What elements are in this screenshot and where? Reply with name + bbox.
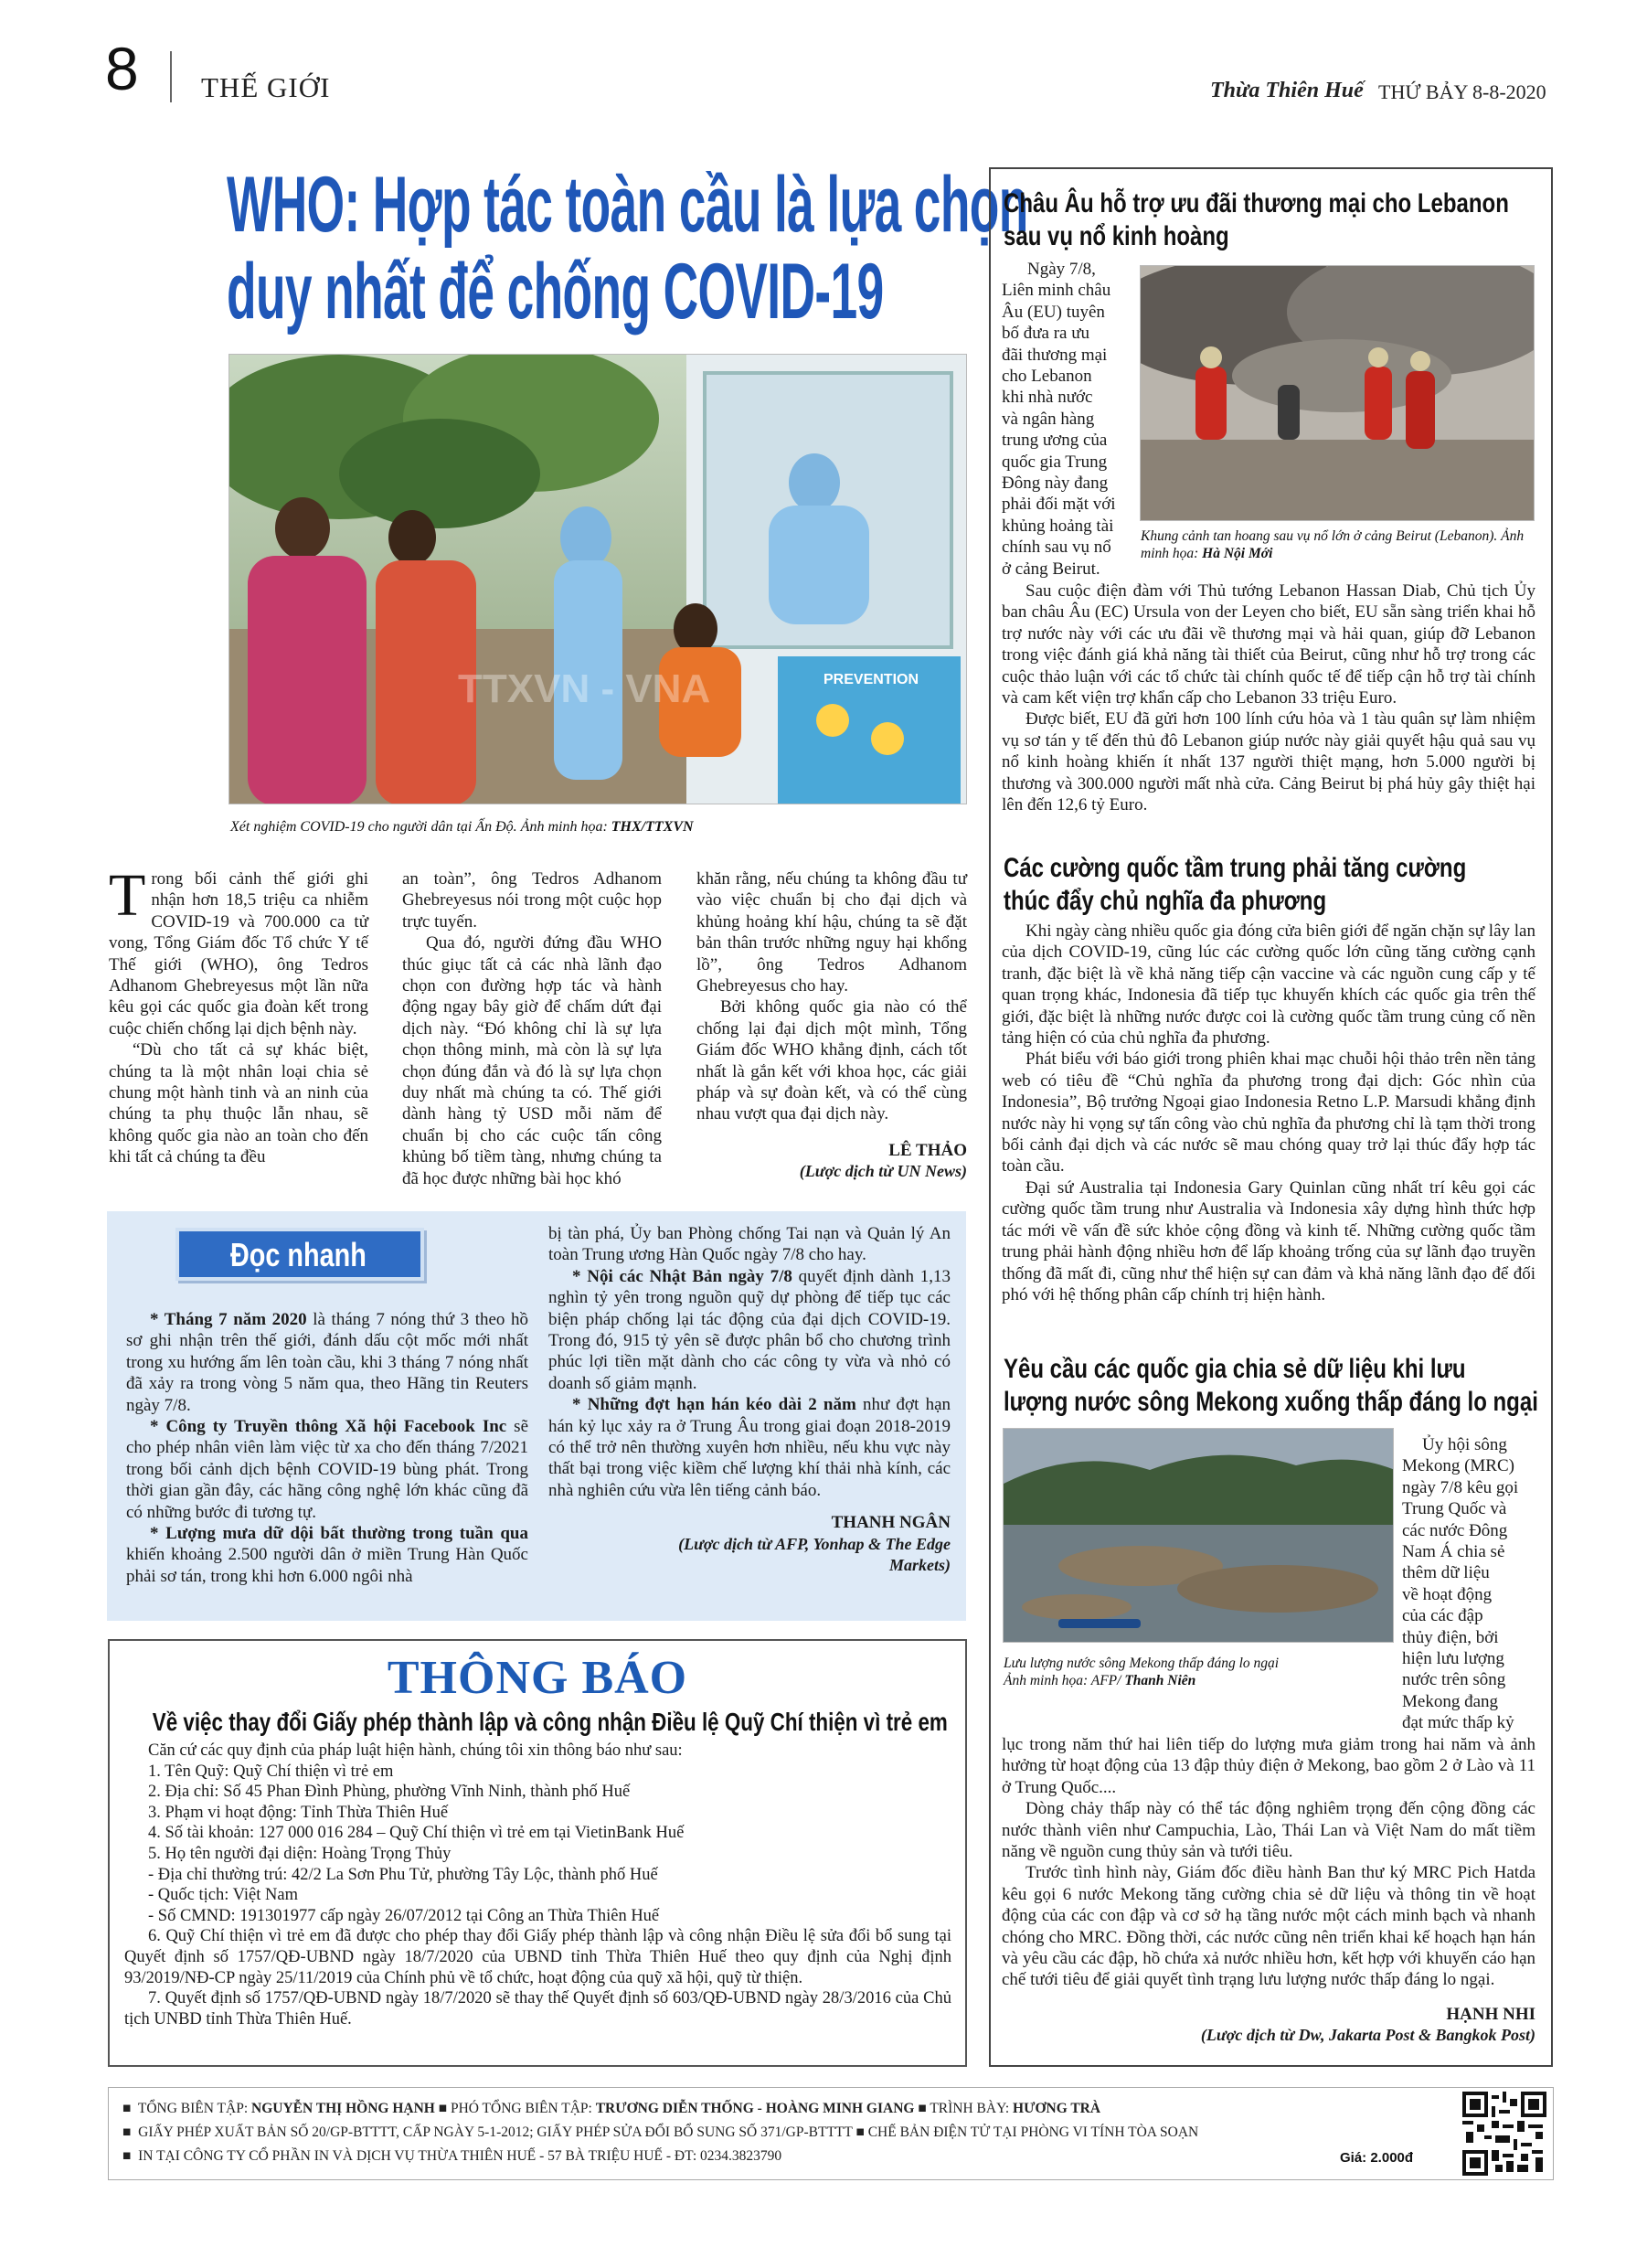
- mekong-photo-caption: Lưu lượng nước sông Mekong thấp đáng lo ngại Ảnh minh họa: AFP/ Thanh Niên: [1004, 1656, 1280, 1688]
- main-photo-illustration: [229, 355, 967, 804]
- qr-code-graphic: [1462, 2092, 1546, 2176]
- main-source: (Lược dịch từ UN News): [799, 1162, 967, 1181]
- main-body-col2: an toàn”, ông Tedros Adhanom Ghebreyesus nói trong một cuộc họp trực tuyến. Qua đó, người đứng đầu WHO thúc giục tất cả các nhà lãnh đạo chọn con đường hợp tác và hành động ngay bây giờ để chấm dứt đại dịch này. “Đó không chỉ là sự lựa chọn thông minh, mà còn là sự lựa chọn đúng đắn và đó là sự lựa chọn duy nhất mà chúng ta có. Thế giới dành hàng tỷ USD mỗi năm để chuẩn bị cho các cuộc tấn công khủng bố tiềm tàng, nhưng chúng ta đã học được những bài học khó: [402, 869, 662, 1188]
- bullet-square-icon: ■: [122, 2101, 132, 2116]
- middle-powers-title-l2: thúc đẩy chủ nghĩa đa phương: [1004, 886, 1327, 916]
- mekong-photo: [1003, 1428, 1394, 1643]
- eu-article-body: Sau cuộc điện đàm với Thủ tướng Lebanon Hassan Diab, Chủ tịch Ủy ban châu Âu (EC) Ursula von der Leyen cho biết, EU sẵn sàng triển khai hỗ trợ nước này với các ưu đãi về thương mại và hải quan, giúp đỡ Lebanon trong việc đánh giá khả năng tài thiết của Beirut, cũng như hỗ trợ trong các cuộc thảo luận với các tổ chức tài chính quốc tế để tiếp cận hỗ trợ tài chính và cam kết viện trợ khẩn cấp cho Lebanon 33 triệu Euro. Được biết, EU đã gửi hơn 100 lính cứu hỏa và 1 tàu quân sự làm nhiệm vụ sơ tán y tế đến thủ đô Lebanon giúp nước này giải quyết hậu quả sau vụ nổ kinh hoàng khiến ít nhất 137 người thiệt mạng, hơn 5.000 người bị thương và 300.000 người mất nhà cửa. Cảng Beirut bị phá hủy gây thiệt hại lên đến 12,6 tỷ Euro.: [1002, 581, 1535, 815]
- footer-line3: ■ IN TẠI CÔNG TY CỔ PHẦN IN VÀ DỊCH VỤ THỪA THIÊN HUẾ - 57 BÀ TRIỆU HUẾ - ĐT: 0234.3823790: [122, 2148, 782, 2164]
- middle-powers-title-l1: Các cường quốc tầm trung phải tăng cường: [1004, 853, 1467, 883]
- footer-line1: ■ TỔNG BIÊN TẬP: NGUYỄN THỊ HỒNG HẠNH ■ PHÓ TỔNG BIÊN TẬP: TRƯƠNG DIỄN THỐNG - HOÀNG MINH GIANG ■ TRÌNH BÀY: HƯƠNG TRÀ: [122, 2101, 1101, 2116]
- mekong-photo-illustration: [1004, 1429, 1394, 1643]
- photo-watermark: TTXVN - VNA: [458, 666, 711, 711]
- main-body-col3: khăn rằng, nếu chúng ta không đầu tư vào việc chuẩn bị cho đại dịch và khủng hoảng khí hậu, chúng ta sẽ đặt bản thân trước những nguy hại khổng lồ”, ông Tedros Adhanom Ghebreyesus cho hay. Bởi không quốc gia nào có thể chống lại đại dịch một mình, Tổng Giám đốc WHO khẳng định, cách tốt nhất là gắn kết với khoa học, các giải pháp và sự đoàn kết, và có thể cùng nhau vượt qua đại dịch này. LÊ THẢO (Lược dịch từ UN News): [696, 868, 967, 1183]
- mekong-title-l2: lượng nước sông Mekong xuống thấp đáng lo ngại: [1004, 1387, 1538, 1417]
- notice-subtitle-wrap: [108, 1708, 967, 1737]
- footer-credits: [122, 2097, 1448, 2168]
- bullet-square-icon: ■: [438, 2101, 448, 2116]
- notice-subtitle: Về việc thay đổi Giấy phép thành lập và công nhận Điều lệ Quỹ Chí thiện vì trẻ em: [152, 1708, 948, 1736]
- mekong-body: lục trong năm thứ hai liên tiếp do lượng mưa giảm trong hai năm và ảnh hưởng từ hoạt động của 13 đập thủy điện ở Mekong, bao gồm 2 ở Lào và 11 ở Trung Quốc.... Dòng chảy thấp này có thể tác động nghiêm trọng đến cộng đồng các nước thành viên như Campuchia, Lào, Thái Lan và Việt Nam do mất tiềm năng về nguồn cung thủy sản và tưới tiêu. Trước tình hình này, Giám đốc điều hành Ban thư ký MRC Pich Hatda kêu gọi 6 nước Mekong tăng cường chia sẻ dữ liệu và thông tin về hoạt động của các con đập và cơ sở hạ tầng nước một cách minh bạch và nhanh chóng cho MRC. Đồng thời, các nước cũng nên triển khai kế hoạch hạn hán và yêu cầu các đập, hồ chứa xả nước nhiều hơn, kết hợp với khuyến cáo hạn chế tưới tiêu để giải quyết tình trạng lưu lượng nước thấp đáng lo ngại. HẠNH NHI (Lược dịch từ Dw, Jakarta Post & Bangkok Post): [1002, 1734, 1535, 2047]
- notice-line: - Địa chỉ thường trú: 42/2 La Sơn Phu Tử, phường Tây Lộc, thành phố Huế: [148, 1865, 658, 1884]
- notice-line: 1. Tên Quỹ: Quỹ Chí thiện vì trẻ em: [148, 1762, 394, 1781]
- notice-line: - Quốc tịch: Việt Nam: [148, 1886, 298, 1905]
- issue-date: THỨ BẢY 8-8-2020: [1378, 80, 1546, 103]
- booth-sign: PREVENTION: [824, 672, 919, 687]
- eu-article-title-l1: Châu Âu hỗ trợ ưu đãi thương mại cho Lebanon: [1004, 188, 1509, 218]
- main-headline-line1: WHO: Hợp tác toàn cầu là lựa chọn: [227, 161, 1028, 249]
- mekong-title-l1: Yêu cầu các quốc gia chia sẻ dữ liệu khi lưu: [1004, 1354, 1466, 1384]
- middle-powers-body: Khi ngày càng nhiều quốc gia đóng cửa biên giới để ngăn chặn sự lây lan của dịch COVID-19, cũng lúc các cường quốc lớn cũng tăng cường cạnh tranh, đặc biệt là về khả năng tiếp cận vaccine và các nguồn cung cấp y tế quan trọng khác, Indonesia đã tiếp tục khuyến khích các quốc gia trên thế giới, đặc biệt là những nước được coi là cường quốc tầm trung củng cố nền tảng hiện có của chủ nghĩa đa phương. Phát biểu với báo giới trong phiên khai mạc chuỗi hội thảo trên nền tảng web có tiêu đề “Chủ nghĩa đa phương trong đại dịch: Góc nhìn của Indonesia”, Bộ trưởng Ngoại giao Indonesia Retno L.P. Marsudi khẳng định nước này hi vọng sự tấn công vào chủ nghĩa đa phương chỉ là tạm thời trong bối cảnh đại dịch và các nước sẽ mau chóng quay trở lại thúc đẩy hợp tác toàn cầu. Đại sứ Australia tại Indonesia Gary Quinlan cũng nhất trí kêu gọi các cường quốc tầm trung như Australia và Indonesia xây dựng hình thức hợp tác mới về vấn đề sức khỏe cộng đồng và kinh tế. Những cường quốc tầm trung phải hành động nhiều hơn để lấp khoảng trống của sự lãnh đạo truyền thống đã mất đi, cũng như thể hiện sự can đảm và khả năng lãnh đạo để đối phó với hệ thống phân cấp chính trị hiện hành.: [1002, 921, 1535, 1304]
- section-title: THẾ GIỚI: [201, 71, 331, 103]
- mekong-lead: Ủy hội sông Mekong (MRC) ngày 7/8 kêu gọi Trung Quốc và các nước Đông Nam Á chia sẻ thêm dữ liệu về hoạt động của các đập thủy điện, bởi hiện lưu lượng nước trên sông Mekong đang đạt mức thấp kỷ: [1402, 1435, 1519, 1733]
- beirut-photo: [1140, 265, 1535, 521]
- main-photo-caption: Xét nghiệm COVID-19 cho người dân tại Ấn Độ. Ảnh minh họa: THX/TTXVN: [230, 819, 694, 835]
- notice-line: 2. Địa chỉ: Số 45 Phan Đình Phùng, phường Vĩnh Ninh, thành phố Huế: [148, 1783, 631, 1802]
- footer-line2: ■ GIẤY PHÉP XUẤT BẢN SỐ 20/GP-BTTTT, CẤP NGÀY 5-1-2012; GIẤY PHÉP SỬA ĐỔI BỔ SUNG SỐ 371/GP-BTTTT ■ CHẾ BẢN ĐIỆN TỬ TẠI PHÒNG VI TÍNH TÒA SOẠN: [122, 2124, 1199, 2140]
- right-author: HẠNH NHI: [1446, 2004, 1535, 2024]
- notice-line: 4. Số tài khoản: 127 000 016 284 – Quỹ Chí thiện vì trẻ em tại VietinBank Huế: [148, 1824, 685, 1843]
- quick-news-author: THANH NGÂN: [831, 1513, 951, 1533]
- notice-title: THÔNG BÁO: [387, 1652, 688, 1704]
- bullet-square-icon: ■: [855, 2124, 865, 2140]
- notice-line: Căn cứ các quy định của pháp luật hiện hành, chúng tôi xin thông báo như sau:: [148, 1741, 683, 1760]
- notice-line: - Số CMND: 191301977 cấp ngày 26/07/2012 tại Công an Thừa Thiên Huế: [148, 1906, 660, 1925]
- beirut-photo-illustration: [1141, 266, 1535, 521]
- qr-code-icon: [1462, 2092, 1546, 2176]
- bullet-square-icon: ■: [122, 2148, 132, 2164]
- notice-line: 3. Phạm vi hoạt động: Tỉnh Thừa Thiên Huế: [148, 1803, 449, 1822]
- notice-line: 5. Họ tên người đại diện: Hoàng Trọng Thủy: [148, 1844, 452, 1863]
- quick-news-col2: bị tàn phá, Ủy ban Phòng chống Tai nạn và Quản lý An toàn Trung ương Hàn Quốc ngày 7/8 cho hay. * Nội các Nhật Bản ngày 7/8 quyết định dành 1,13 nghìn tỷ yên trong nguồn quỹ dự phòng để tiếp tục các biện pháp chống lại tác động của đại dịch COVID-19. Trong đó, 915 tỷ yên sẽ được phân bổ cho chương trình phúc lợi tiền mặt dành cho các công ty vừa và nhỏ có doanh số giảm mạnh. * Những đợt hạn hán kéo dài 2 năm như đợt hạn hán kỷ lục xảy ra ở Trung Âu trong giai đoạn 2018-2019 có thể trở nên thường xuyên hơn nhiều, nếu khu vực này thất bại trong việc kiềm chế lượng khí thải nhà kính, các nhà nghiên cứu vừa lên tiếng cảnh báo. THANH NGÂN (Lược dịch từ AFP, Yonhap & The Edge Markets): [548, 1223, 951, 1577]
- quick-news-label: [175, 1228, 424, 1281]
- eu-article-lead: Ngày 7/8, Liên minh châu Âu (EU) tuyên bố đưa ra ưu đãi thương mại cho Lebanon khi nhà nước và ngân hàng trung ương của quốc gia Trung Đông này đang phải đối mặt với khủng hoảng tài chính sau vụ nổ ở cảng Beirut.: [1002, 260, 1116, 579]
- bullet-square-icon: ■: [122, 2124, 132, 2140]
- notice-body: [124, 1741, 951, 2029]
- page-number: 8: [105, 35, 139, 102]
- right-source: (Lược dịch từ Dw, Jakarta Post & Bangkok Post): [1200, 2026, 1535, 2045]
- beirut-photo-caption: Khung cảnh tan hoang sau vụ nổ lớn ở cảng Beirut (Lebanon). Ảnh minh họa: Hà Nội Mới: [1141, 528, 1525, 561]
- bullet-square-icon: ■: [918, 2101, 927, 2116]
- main-author: LÊ THẢO: [888, 1140, 967, 1160]
- dropcap: T: [109, 862, 146, 929]
- quick-news-col1: * Tháng 7 năm 2020 là tháng 7 nóng thứ 3 theo hồ sơ ghi nhận trên thế giới, đánh dấu cột mốc mới nhất trong xu hướng ấm lên toàn cầu, khi 3 tháng 7 nóng nhất đã xảy ra trong vòng 5 năm qua, theo Hãng tin Reuters ngày 7/8. * Công ty Truyền thông Xã hội Facebook Inc sẽ cho phép nhân viên làm việc từ xa cho đến tháng 7/2021 trong bối cảnh dịch bệnh COVID-19 bùng phát. Trong thời gian gần đây, các hãng công nghệ lớn khác cũng đã có những bước đi tương tự. * Lượng mưa dữ dội bất thường trong tuần qua khiến khoảng 2.500 người dân ở miền Trung Hàn Quốc phải sơ tán, trong khi hơn 6.000 ngôi nhà: [126, 1310, 529, 1586]
- price: Giá: 2.000đ: [1340, 2150, 1414, 2166]
- notice-para6: 6. Quỹ Chí thiện vì trẻ em đã được cho phép thay đổi Giấy phép thành lập và công nhận Điều lệ sửa đổi bổ sung tại Quyết định số 1757/QĐ-UBND ngày 18/7/2020 của UBND tỉnh Thừa Thiên Huế theo quy định của Nghị định 93/2019/NĐ-CP ngày 25/11/2019 của Chính phủ về tổ chức, hoạt động của quỹ xã hội, quỹ từ thiện.: [124, 1927, 951, 1987]
- quick-news-source: (Lược dịch từ AFP, Yonhap & The Edge Markets): [678, 1534, 951, 1575]
- header-divider: [170, 51, 172, 102]
- main-headline-line2: duy nhất để chống COVID-19: [227, 248, 884, 335]
- quick-news-label-text: Đọc nhanh: [230, 1236, 367, 1273]
- notice-para7: 7. Quyết định số 1757/QĐ-UBND ngày 18/7/2020 sẽ thay thế Quyết định số 603/QĐ-UBND ngày 28/3/2016 của Chủ tịch UNBD tỉnh Thừa Thiên Huế.: [124, 1989, 951, 2028]
- eu-article-title-l2: sau vụ nổ kinh hoàng: [1004, 221, 1229, 251]
- main-body-col1: Trong bối cảnh thế giới ghi nhận hơn 18,5 triệu ca nhiễm COVID-19 và 700.000 ca tử vong, Tổng Giám đốc Tổ chức Y tế Thế giới (WHO), ông Tedros Adhanom Ghebreyesus một lần nữa kêu gọi các quốc gia đoàn kết trong cuộc chiến chống lại dịch bệnh này. “Dù cho tất cả sự khác biệt, chúng ta là một nhân loại chia sẻ chung một hành tinh và an ninh của chúng ta phụ thuộc lẫn nhau, sẽ không quốc gia nào an toàn cho đến khi tất cả chúng ta đều: [109, 862, 368, 1167]
- paper-name: Thừa Thiên Huế: [1210, 79, 1364, 102]
- main-photo-covid-testing: [228, 354, 967, 804]
